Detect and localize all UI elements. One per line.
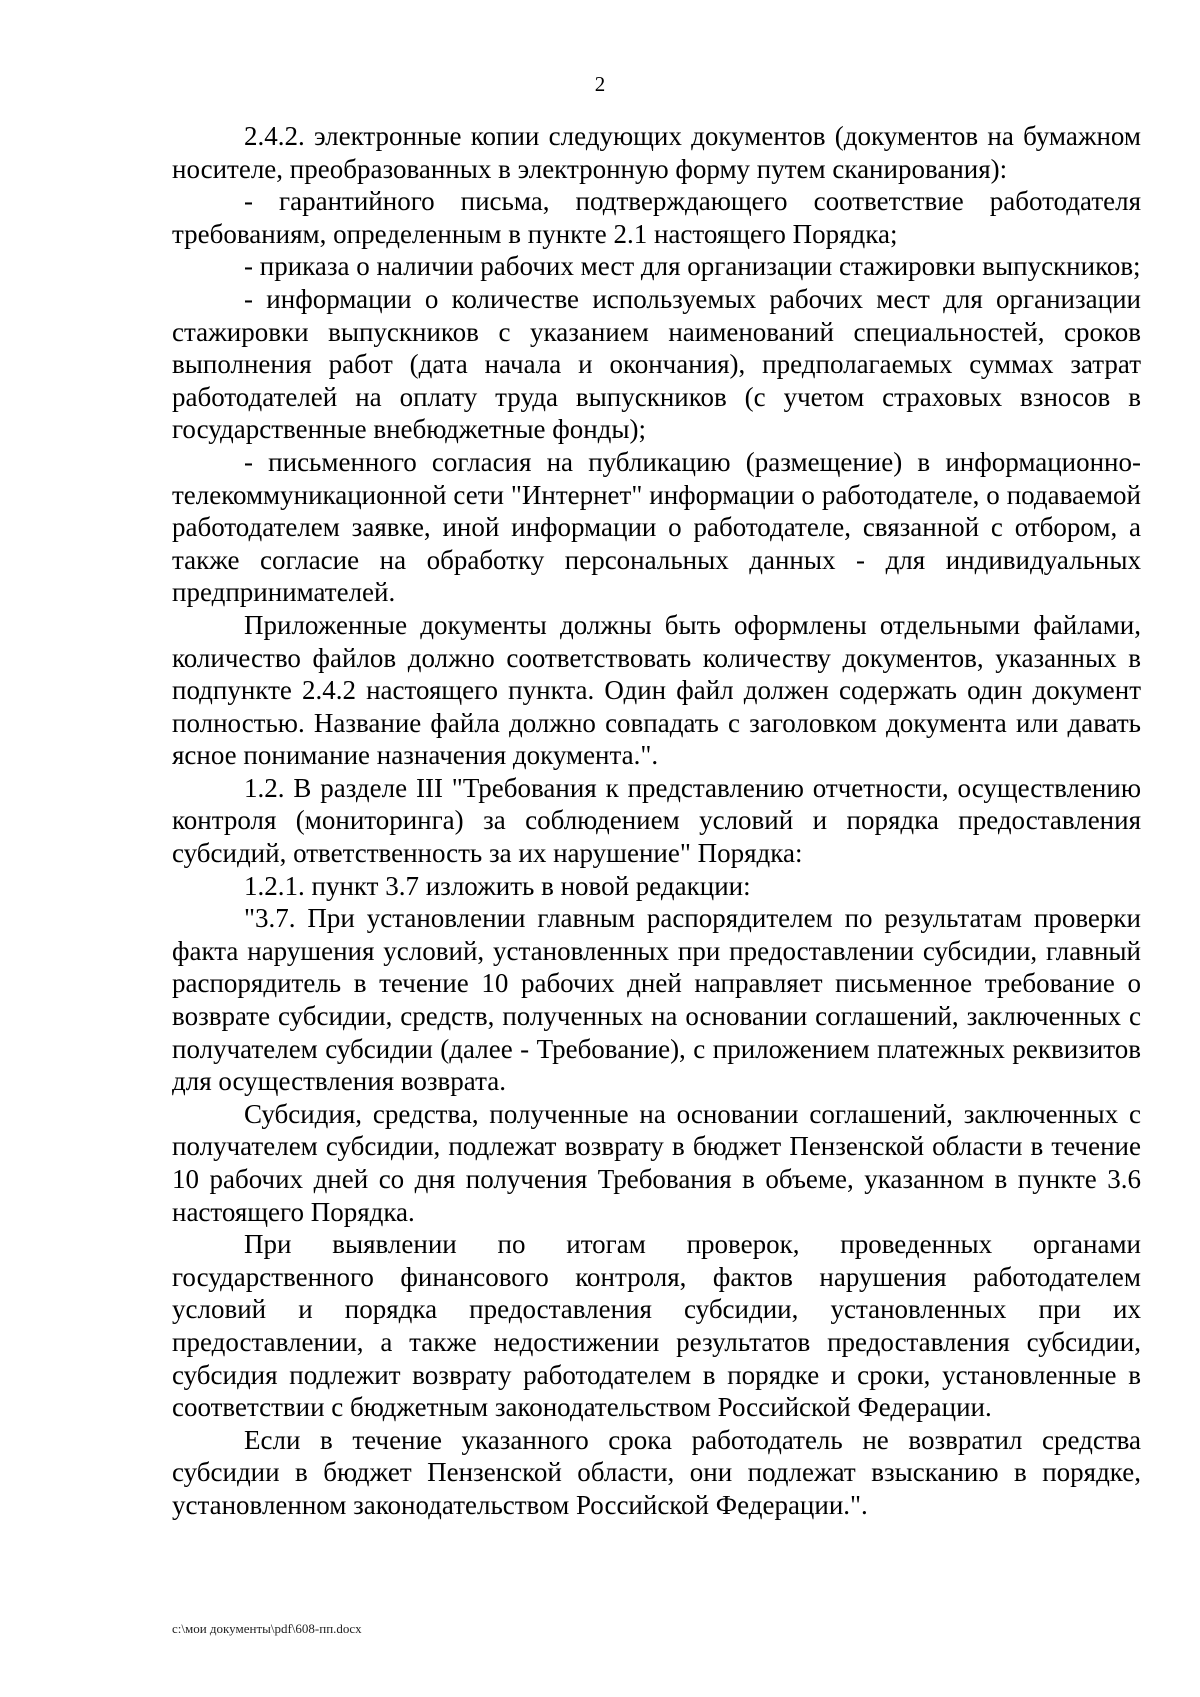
paragraph: "3.7. При установлении главным распорядителем по результатам проверки факта нарушения условий, установленных при предоставлении субсидии, главный распорядитель в течение 10 рабочих дней направляет письменное требование о возврате субсидии, средств, полученных на основании соглашений, заключенных с получателем субсидии (далее - Требование), с приложением платежных реквизитов для осуществления возврата. <box>172 903 1141 1097</box>
paragraph: Если в течение указанного срока работодатель не возвратил средства субсидии в бюджет Пензенской области, они подлежат взысканию в порядке, установленном законодательством Российской Федерации.". <box>172 1424 1141 1520</box>
document-body <box>172 120 1141 1522</box>
paragraph: 1.2.1. пункт 3.7 изложить в новой редакции: <box>244 870 751 901</box>
paragraph: 2.4.2. электронные копии следующих документов (документов на бумажном носителе, преобразованных в электронную форму путем сканирования): <box>172 121 1141 184</box>
file-path-footer: c:\мои документы\pdf\608-пп.docx <box>172 1621 362 1636</box>
page-number: 2 <box>594 72 606 96</box>
paragraph: При выявлении по итогам проверок, проведенных органами государственного финансового контроля, фактов нарушения работодателем условий и порядка предоставления субсидии, установленных при их предоставлении, а также недостижении результатов предоставления субсидии, субсидия подлежит возврату работодателем в порядке и сроки, установленные в соответствии с бюджетным законодательством Российской Федерации. <box>172 1229 1141 1423</box>
paragraph: 1.2. В разделе III "Требования к представлению отчетности, осуществлению контроля (мониторинга) за соблюдением условий и порядка предоставления субсидий, ответственность за их нарушение" Порядка: <box>172 772 1141 869</box>
paragraph: - информации о количестве используемых рабочих мест для организации стажировки выпускников с указанием наименований специальностей, сроков выполнения работ (дата начала и окончания), предполагаемых суммах затрат работодателей на оплату труда выпускников (с учетом страховых взносов в государственные внебюджетные фонды); <box>172 283 1141 445</box>
paragraph: Субсидия, средства, полученные на основании соглашений, заключенных с получателем субсидии, подлежат возврату в бюджет Пензенской области в течение 10 рабочих дней со дня получения Требования в объеме, указанном в пункте 3.6 настоящего Порядка. <box>172 1098 1141 1227</box>
paragraph: Приложенные документы должны быть оформлены отдельными файлами, количество файлов должно соответствовать количеству документов, указанных в подпункте 2.4.2 настоящего пункта. Один файл должен содержать один документ полностью. Название файла должно совпадать с заголовком документа или давать ясное понимание назначения документа.". <box>172 609 1141 771</box>
paragraph: - письменного согласия на публикацию (размещение) в информационно-телекоммуникационной сети "Интернет" информации о работодателе, о подаваемой работодателем заявке, иной информации о работодателе, связанной с отбором, а также согласие на обработку персональных данных - для индивидуальных предпринимателей. <box>172 446 1141 608</box>
paragraph: - приказа о наличии рабочих мест для организации стажировки выпускников; <box>244 251 1141 282</box>
paragraph: - гарантийного письма, подтверждающего соответствие работодателя требованиям, определенным в пункте 2.1 настоящего Порядка; <box>172 186 1141 249</box>
